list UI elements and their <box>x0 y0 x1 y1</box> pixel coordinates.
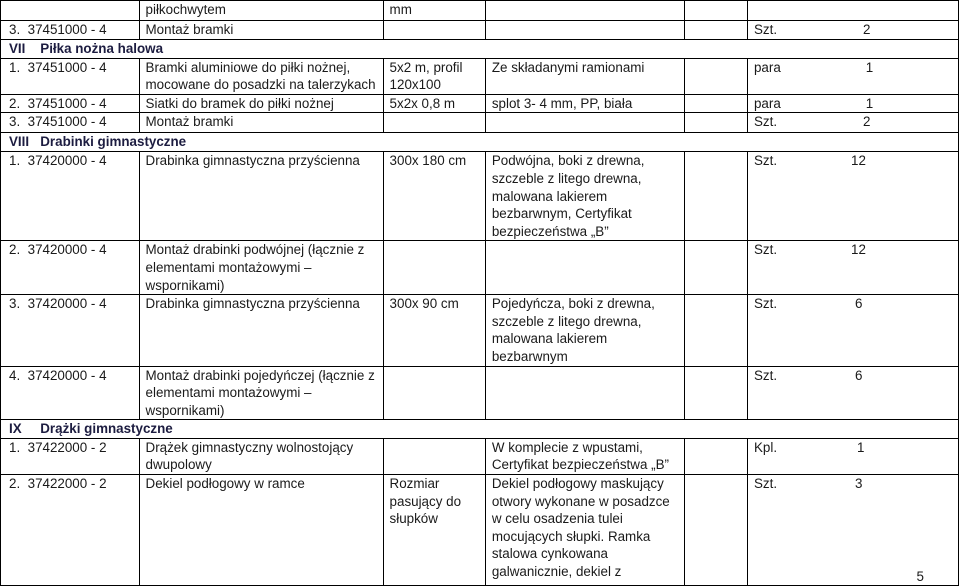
table-row <box>1 1 959 21</box>
cell-description: Drabinka gimnastyczna przyścienna <box>139 295 383 366</box>
cell-number: 4. 37420000 - 4 <box>1 366 140 420</box>
cell-spec: 5x2 m, profil 120x100 <box>383 58 485 94</box>
cell-unit-qty: Kpl. 1 <box>747 438 958 474</box>
cell-spec <box>383 21 485 40</box>
cell-unit <box>685 475 748 586</box>
cell-spec: mm <box>383 1 485 21</box>
cell-unit <box>685 366 748 420</box>
table-row <box>1 475 959 586</box>
cell-notes: Ze składanymi ramionami <box>485 58 684 94</box>
cell-description: Montaż bramki <box>139 21 383 40</box>
cell-notes: W komplecie z wpustami, Certyfikat bezpieczeństwa „B” <box>485 438 684 474</box>
cell-unit-qty: Szt. 6 <box>747 295 958 366</box>
cell-number: 1. 37420000 - 4 <box>1 152 140 241</box>
table-row <box>1 94 959 113</box>
section-row <box>1 40 959 59</box>
cell-description: Bramki aluminiowe do piłki nożnej, mocowane do posadzki na talerzykach <box>139 58 383 94</box>
cell-number: 3. 37451000 - 4 <box>1 21 140 40</box>
table-row <box>1 366 959 420</box>
cell-notes <box>485 241 684 295</box>
cell-notes <box>485 21 684 40</box>
cell-spec: 300x 180 cm <box>383 152 485 241</box>
cell-number: 2. 37451000 - 4 <box>1 94 140 113</box>
cell-number: 1. 37422000 - 2 <box>1 438 140 474</box>
cell-unit <box>685 113 748 133</box>
cell-notes: Podwójna, boki z drewna, szczeble z litego drewna, malowana lakierem bezbarwnym, Certyfikat bezpieczeństwa „B” <box>485 152 684 241</box>
cell-description: piłkochwytem <box>139 1 383 21</box>
cell-description: Drążek gimnastyczny wolnostojący dwupolowy <box>139 438 383 474</box>
cell-notes <box>485 113 684 133</box>
cell-unit <box>685 58 748 94</box>
cell-unit-qty: Szt. 3 <box>747 475 958 586</box>
cell-unit <box>685 1 748 21</box>
cell-description: Dekiel podłogowy w ramce <box>139 475 383 586</box>
cell-spec: 300x 90 cm <box>383 295 485 366</box>
cell-description: Montaż drabinki pojedyńczej (łącznie z elementami montażowymi – wspornikami) <box>139 366 383 420</box>
cell-description: Montaż bramki <box>139 113 383 133</box>
section-heading: IX Drążki gimnastyczne <box>1 420 959 439</box>
cell-unit-qty: Szt. 2 <box>747 113 958 133</box>
cell-number: 3. 37420000 - 4 <box>1 295 140 366</box>
cell-unit <box>685 241 748 295</box>
cell-number: 1. 37451000 - 4 <box>1 58 140 94</box>
cell-unit <box>685 94 748 113</box>
cell-description: Siatki do bramek do piłki nożnej <box>139 94 383 113</box>
cell-notes: Dekiel podłogowy maskujący otwory wykonane w posadzce w celu osadzenia tulei mocujących słupki. Ramka stalowa cynkowana galwanicznie, dekiel z <box>485 475 684 586</box>
cell-qty <box>747 1 958 21</box>
cell-unit <box>685 152 748 241</box>
table-row <box>1 295 959 366</box>
cell-number: 3. 37451000 - 4 <box>1 113 140 133</box>
cell-unit-qty: para 1 <box>747 94 958 113</box>
cell-unit-qty: Szt. 2 <box>747 21 958 40</box>
section-row <box>1 133 959 152</box>
cell-spec <box>383 113 485 133</box>
cell-notes: Pojedyńcza, boki z drewna, szczeble z litego drewna, malowana lakierem bezbarwnym <box>485 295 684 366</box>
cell-unit <box>685 295 748 366</box>
cell-spec <box>383 438 485 474</box>
table-row <box>1 113 959 133</box>
cell-unit-qty: Szt. 6 <box>747 366 958 420</box>
cell-spec: 5x2x 0,8 m <box>383 94 485 113</box>
cell-notes <box>485 366 684 420</box>
cell-description: Drabinka gimnastyczna przyścienna <box>139 152 383 241</box>
table-row <box>1 21 959 40</box>
table-row <box>1 58 959 94</box>
table-row <box>1 241 959 295</box>
cell-notes: splot 3- 4 mm, PP, biała <box>485 94 684 113</box>
section-heading: VIII Drabinki gimnastyczne <box>1 133 959 152</box>
cell-spec: Rozmiar pasujący do słupków <box>383 475 485 586</box>
table-row <box>1 438 959 474</box>
cell-unit-qty: Szt. 12 <box>747 241 958 295</box>
cell-description: Montaż drabinki podwójnej (łącznie z elementami montażowymi – wspornikami) <box>139 241 383 295</box>
section-heading: VII Piłka nożna halowa <box>1 40 959 59</box>
cell-number: 2. 37422000 - 2 <box>1 475 140 586</box>
cell-unit <box>685 438 748 474</box>
cell-number: 2. 37420000 - 4 <box>1 241 140 295</box>
cell-empty <box>1 1 140 21</box>
cell-notes <box>485 1 684 21</box>
cell-unit-qty: para 1 <box>747 58 958 94</box>
section-row <box>1 420 959 439</box>
table-row <box>1 152 959 241</box>
cell-spec <box>383 241 485 295</box>
cell-unit-qty: Szt. 12 <box>747 152 958 241</box>
page-number: 5 <box>916 569 924 584</box>
cell-unit <box>685 21 748 40</box>
cell-spec <box>383 366 485 420</box>
